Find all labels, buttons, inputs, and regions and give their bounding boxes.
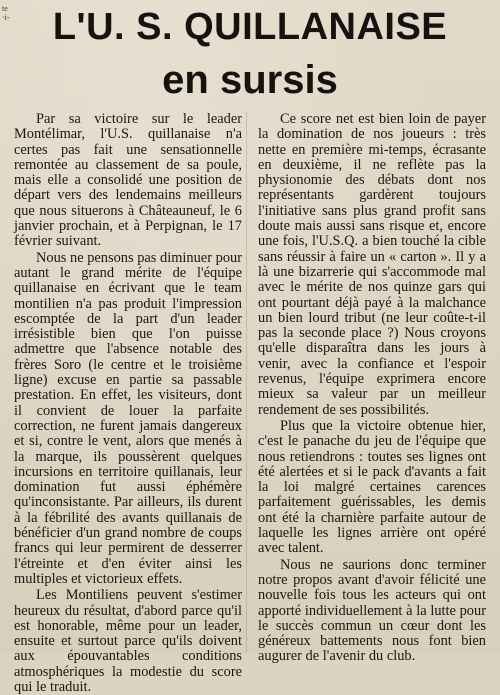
headline: L'U. S. QUILLANAISE <box>52 6 448 48</box>
paragraph: Nous ne saurions donc terminer notre propos avant d'avoir félicité une nouvelle fois tous les acteurs qui ont apporté individuellement à la lutte pour le succès commun un cœur dont les généreux battements nous font bien augurer de l'avenir du club. <box>258 556 486 665</box>
paragraph: Ce score net est bien loin de payer la domination de nos joueurs : très nette en première mi-temps, écrasante en deuxième, il ne reflète pas la physionomie des débats dont nos représentants gardèrent toujours l'initiative sans plus grand profit sans doute mais aussi sans risque et, encore une fois, l'U.S.Q. a bien touché la cible sans réussir à faire un « carton ». Il y a là une bizarrerie qui s'accommode mal avec le mérite de nos quinze gars qui ont pourtant déjà payé à la malchance un bien lourd tribut (ne leur coûte-t-il pas la seconde place ?) Nous croyons qu'elle disparaîtra dans les jours à venir, avec la confiance et l'espoir revenus, l'équipe exprimera encore mieux sa valeur par un meilleur rendement de ses possibilités. <box>258 111 486 418</box>
adjacent-column-fragment: te ·i- <box>2 4 10 22</box>
column-divider <box>246 112 247 652</box>
paragraph: Par sa victoire sur le leader Montélimar, l'U.S. quillanaise n'a certes pas fait une sensationnelle remontée au classement de sa poule, mais elle a consolidé une position de départ vers des lendemains meilleurs que nous situerons à Châteauneuf, le 6 janvier prochain, et à Perpignan, le 17 février suivant. <box>14 111 242 250</box>
paragraph: Plus que la victoire obtenue hier, c'est le panache du jeu de l'équipe que nous retiendrons : toutes ses lignes ont été alertées et si le pack d'avants a fait la loi malgré certaines carences parfaitement guérissables, les demis ont été la charnière parfaite autour de laquelle les lignes arrière ont opéré avec talent. <box>258 417 486 557</box>
subheadline: en sursis <box>162 58 338 102</box>
left-column <box>14 112 242 695</box>
paragraph: Les Montiliens peuvent s'estimer heureux du résultat, d'abord parce qu'il est honorable, même pour un leader, ensuite et surtout parce qu'ils doivent aux épouvantables conditions atmosphériques la modestie du score qui le traduit. <box>14 587 242 695</box>
paragraph: Nous ne pensons pas diminuer pour autant le grand mérite de l'équipe quillanaise en écrivant que le team montilien n'a pas produit l'impression escomptée de la part d'un leader irrésistible bien que l'on puisse admettre que l'absence notable des frères Soro (le centre et le troisième ligne) excuse en partie sa passable prestation. En effet, les visiteurs, dont il convient de louer la parfaite correction, ne furent jamais dangereux et si, contre le vent, alors que menés à la marque, ils poussèrent quelques incursions en territoire quillanais, leur domination fut aussi éphémère qu'inconsistante. Par ailleurs, ils durent à la fébrilité des avants quillanais de bénéficier d'un grand nombre de coups francs qui leur permirent de desserrer l'étreinte et d'en éviter ainsi les multiples et victorieux effets. <box>14 249 242 587</box>
right-column <box>258 112 486 665</box>
